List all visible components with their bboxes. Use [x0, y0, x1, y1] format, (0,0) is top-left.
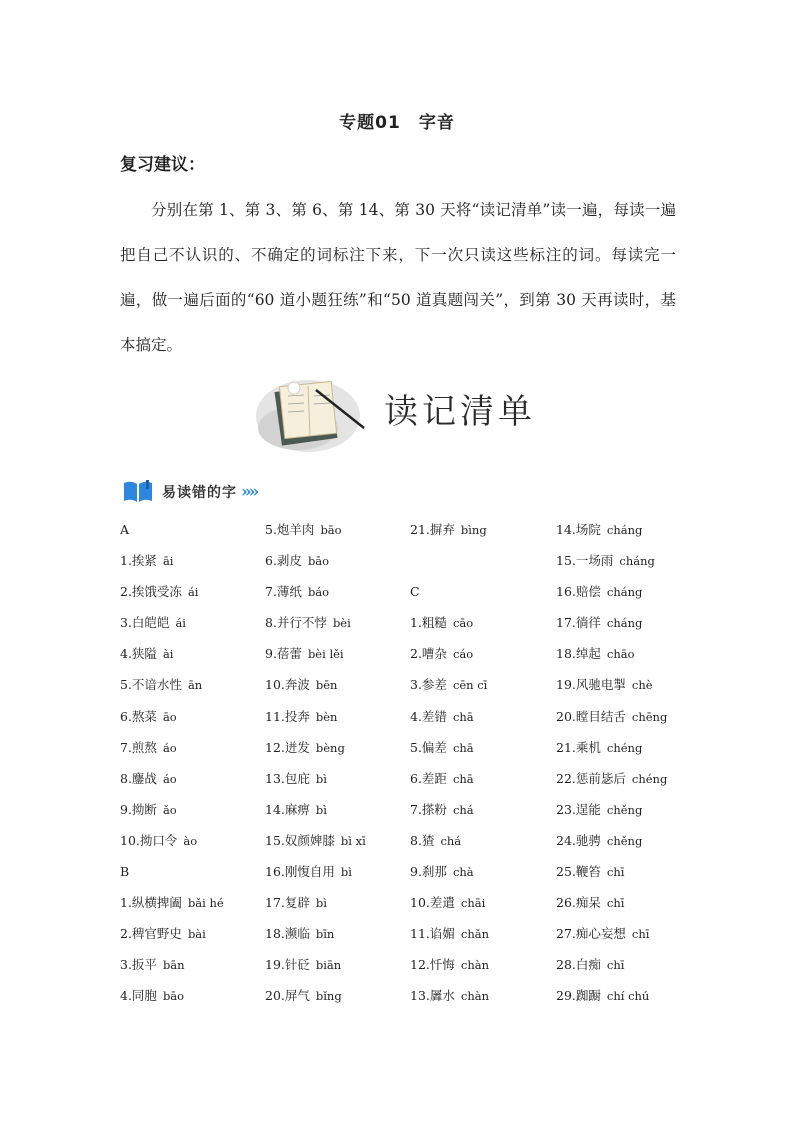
pinyin-text: cháng: [619, 554, 655, 569]
list-item: [556, 514, 706, 545]
page-title: 专题01 字音: [339, 113, 455, 133]
pinyin-text: bì: [315, 896, 327, 911]
list-item: [120, 794, 270, 825]
word-text: 11.投奔: [265, 708, 310, 724]
word-text: 19.针砭: [265, 957, 310, 973]
section-heading: [122, 478, 256, 506]
list-item: [410, 887, 560, 918]
word-text: 27.痴心妄想: [556, 926, 626, 942]
word-text: 8.鏖战: [120, 770, 157, 786]
word-text: 4.同胞: [120, 988, 157, 1004]
word-text: 9.蓓蕾: [265, 646, 302, 662]
list-item: [265, 732, 415, 763]
pinyin-text: ǎo: [162, 802, 177, 817]
list-item: [265, 576, 415, 607]
word-text: 1.粗糙: [410, 615, 447, 631]
pinyin-text: ái: [187, 585, 199, 600]
pinyin-text: bì: [315, 802, 327, 817]
pinyin-text: cēn cī: [452, 678, 488, 693]
word-text: 21.摒弃: [410, 522, 455, 537]
word-text: 5.不谙水性: [120, 677, 182, 693]
pinyin-text: ān: [187, 678, 203, 693]
list-item: [410, 763, 560, 794]
word-text: 12.迸发: [265, 739, 310, 755]
word-text: A: [120, 522, 130, 537]
list-item: [265, 514, 415, 545]
word-text: 28.白痴: [556, 957, 601, 973]
list-item: [265, 794, 415, 825]
pinyin-text: áo: [162, 740, 177, 755]
pinyin-text: chǎn: [460, 927, 490, 942]
word-text: 3.扳平: [120, 957, 157, 973]
word-text: 1.纵横捭阖: [120, 895, 182, 911]
word-text: C: [410, 584, 420, 600]
word-text: 8.并行不悖: [265, 615, 327, 631]
word-column-1: [120, 514, 270, 1012]
word-text: 10.差遣: [410, 895, 455, 911]
list-item: [120, 732, 270, 763]
word-text: 9.拗断: [120, 801, 157, 817]
word-text: 17.徜徉: [556, 615, 601, 631]
pinyin-text: bèng: [315, 740, 345, 755]
word-text: 19.风驰电掣: [556, 677, 626, 693]
word-text: 12.忏悔: [410, 957, 455, 973]
word-text: 13.包庇: [265, 770, 310, 786]
pinyin-text: bēn: [315, 678, 338, 693]
pinyin-text: bèi lěi: [307, 647, 344, 662]
word-text: 2.挨饿受冻: [120, 584, 182, 600]
list-item: [265, 949, 415, 980]
list-item: [556, 763, 706, 794]
pinyin-text: chí chú: [606, 989, 650, 1004]
word-text: 15.奴颜婢膝: [265, 832, 335, 848]
word-text: 6.差距: [410, 770, 447, 786]
advice-paragraph: 分别在第 1、第 3、第 6、第 14、第 30 天将“读记清单”读一遍，每读一遍把自己不认识的、不确定的词标注下来，下一次只读这些标注的词。每读完一遍，做一遍后面的“60 道小题狂练”和“50 道真题闯关”，到第 30 天再读时，基本搞定。: [120, 201, 676, 354]
list-item: [120, 918, 270, 949]
pinyin-text: chá: [440, 833, 462, 848]
word-text: 26.痴呆: [556, 895, 601, 911]
word-column-2: [265, 514, 415, 1012]
list-item: [265, 607, 415, 638]
chevron-right-icon: »»: [241, 482, 257, 502]
pinyin-text: chěng: [606, 802, 643, 817]
list-item: [120, 980, 270, 1011]
pinyin-text: ài: [162, 647, 174, 662]
word-text: 18.濒临: [265, 926, 310, 942]
list-item: [556, 918, 706, 949]
list-item: [265, 825, 415, 856]
word-text: 22.惩前毖后: [556, 770, 626, 786]
list-item: [556, 732, 706, 763]
pinyin-text: chāo: [606, 647, 635, 662]
list-item: [120, 514, 270, 545]
word-text: 20.瞠目结舌: [556, 708, 626, 724]
list-item: [120, 856, 270, 887]
pinyin-text: chàn: [460, 958, 490, 973]
pinyin-text: chī: [631, 927, 650, 942]
pinyin-text: bīn: [315, 927, 335, 942]
word-text: 29.踟蹰: [556, 988, 601, 1004]
list-item: [556, 545, 706, 576]
pinyin-text: ào: [183, 833, 198, 848]
word-text: 9.刹那: [410, 864, 447, 880]
word-text: 18.绰起: [556, 646, 601, 662]
list-item: [120, 887, 270, 918]
word-text: 21.乘机: [556, 739, 601, 755]
list-item: [410, 701, 560, 732]
pinyin-text: chěng: [606, 833, 643, 848]
word-text: 6.熬菜: [120, 708, 157, 724]
list-item: [410, 545, 560, 576]
pinyin-text: cháng: [606, 585, 643, 600]
list-item: [556, 887, 706, 918]
word-text: 1.挨紧: [120, 553, 157, 569]
pinyin-text: chéng: [631, 771, 668, 786]
list-item: [410, 825, 560, 856]
word-text: 16.赔偿: [556, 584, 601, 600]
list-item: [265, 638, 415, 669]
list-item: [556, 794, 706, 825]
word-text: 16.刚愎自用: [265, 864, 335, 880]
pinyin-text: bāo: [307, 554, 330, 569]
pinyin-text: chè: [631, 678, 653, 693]
pinyin-text: chā: [452, 740, 474, 755]
word-text: 4.狭隘: [120, 646, 157, 662]
list-item: [265, 918, 415, 949]
list-item: [556, 980, 706, 1011]
list-item: [120, 763, 270, 794]
word-text: 8.猹: [410, 832, 435, 848]
list-item: [120, 576, 270, 607]
list-item: [556, 825, 706, 856]
list-item: [410, 607, 560, 638]
pinyin-text: biān: [315, 958, 342, 973]
list-item: [410, 638, 560, 669]
list-item: [410, 794, 560, 825]
list-item: [120, 669, 270, 700]
list-item: [410, 980, 560, 1011]
list-item: [120, 701, 270, 732]
pinyin-text: chī: [606, 958, 625, 973]
list-item: [556, 576, 706, 607]
pinyin-text: bì: [340, 865, 352, 880]
list-item: [556, 607, 706, 638]
word-text: 10.拗口令: [120, 832, 178, 848]
list-item: [410, 918, 560, 949]
section-label: 易读错的字: [162, 485, 237, 501]
word-text: 17.复辟: [265, 895, 310, 911]
list-item: [410, 576, 560, 607]
list-item: [120, 949, 270, 980]
word-text: 10.奔波: [265, 677, 310, 693]
word-text: 11.谄媚: [410, 926, 455, 942]
list-item: [120, 607, 270, 638]
advice-heading: 复习建议：: [120, 155, 205, 175]
pinyin-text: bān: [162, 958, 185, 973]
list-item: [556, 856, 706, 887]
pinyin-text: bèn: [315, 709, 338, 724]
list-item: [556, 638, 706, 669]
pinyin-text: chàn: [460, 989, 490, 1004]
list-item: [410, 949, 560, 980]
word-text: 3.参差: [410, 677, 447, 693]
word-column-3: [410, 514, 560, 1012]
pinyin-text: bì: [315, 771, 327, 786]
list-item: [410, 669, 560, 700]
list-item: [265, 669, 415, 700]
pinyin-text: chà: [452, 865, 474, 880]
list-item: [556, 669, 706, 700]
pinyin-text: bìng: [460, 523, 487, 537]
word-text: 13.羼水: [410, 988, 455, 1004]
pinyin-text: āi: [162, 554, 174, 569]
word-text: 7.薄纸: [265, 584, 302, 600]
list-item: [265, 856, 415, 887]
list-item: [265, 763, 415, 794]
pinyin-text: bǐng: [315, 989, 342, 1004]
word-text: 14.场院: [556, 522, 601, 537]
list-item: [410, 514, 560, 545]
pinyin-text: cháng: [606, 523, 643, 537]
pinyin-text: áo: [162, 771, 177, 786]
word-column-4: [556, 514, 706, 1012]
pinyin-text: chī: [606, 896, 625, 911]
pinyin-text: chēng: [631, 709, 668, 724]
word-text: 2.稗官野史: [120, 926, 182, 942]
pinyin-text: bài: [187, 927, 206, 942]
word-text: 20.屏气: [265, 988, 310, 1004]
pinyin-text: bāo: [320, 523, 342, 537]
word-text: 23.逞能: [556, 801, 601, 817]
list-item: [120, 545, 270, 576]
pinyin-text: chā: [452, 709, 474, 724]
list-item: [556, 701, 706, 732]
word-text: 2.嘈杂: [410, 646, 447, 662]
pinyin-text: chī: [606, 865, 625, 880]
word-text: 3.白皑皑: [120, 615, 170, 631]
pinyin-text: āo: [162, 709, 177, 724]
pinyin-text: cháng: [606, 616, 643, 631]
word-text: 5.偏差: [410, 739, 447, 755]
open-book-icon: [122, 480, 154, 504]
list-item: [120, 638, 270, 669]
banner-title: 读记清单: [384, 392, 536, 432]
list-item: [265, 887, 415, 918]
pinyin-text: chá: [452, 802, 474, 817]
pinyin-text: ái: [175, 616, 186, 631]
list-item: [556, 949, 706, 980]
pinyin-text: bǎi hé: [187, 896, 224, 911]
pinyin-text: bāo: [162, 989, 185, 1004]
word-text: 15.一场雨: [556, 553, 614, 569]
word-text: 7.煎熬: [120, 739, 157, 755]
word-text: 24.驰骋: [556, 832, 601, 848]
list-item: [410, 856, 560, 887]
list-item: [120, 825, 270, 856]
pinyin-text: cāo: [452, 616, 474, 631]
pinyin-text: chāi: [460, 896, 486, 911]
word-text: 6.剥皮: [265, 553, 302, 569]
word-text: 14.麻痹: [265, 801, 310, 817]
pinyin-text: bèi: [332, 616, 351, 631]
pinyin-text: chéng: [606, 740, 643, 755]
pinyin-text: báo: [307, 585, 330, 600]
list-item: [265, 701, 415, 732]
list-item: [265, 980, 415, 1011]
list-item: [410, 732, 560, 763]
word-text: B: [120, 864, 130, 880]
word-text: 7.搽粉: [410, 801, 447, 817]
word-text: 25.鞭笞: [556, 864, 601, 880]
word-text: 4.差错: [410, 708, 447, 724]
pinyin-text: cáo: [452, 647, 474, 662]
word-text: 5.炮羊肉: [265, 522, 315, 537]
pinyin-text: chā: [452, 771, 474, 786]
pinyin-text: bì xī: [340, 833, 366, 848]
list-item: [265, 545, 415, 576]
